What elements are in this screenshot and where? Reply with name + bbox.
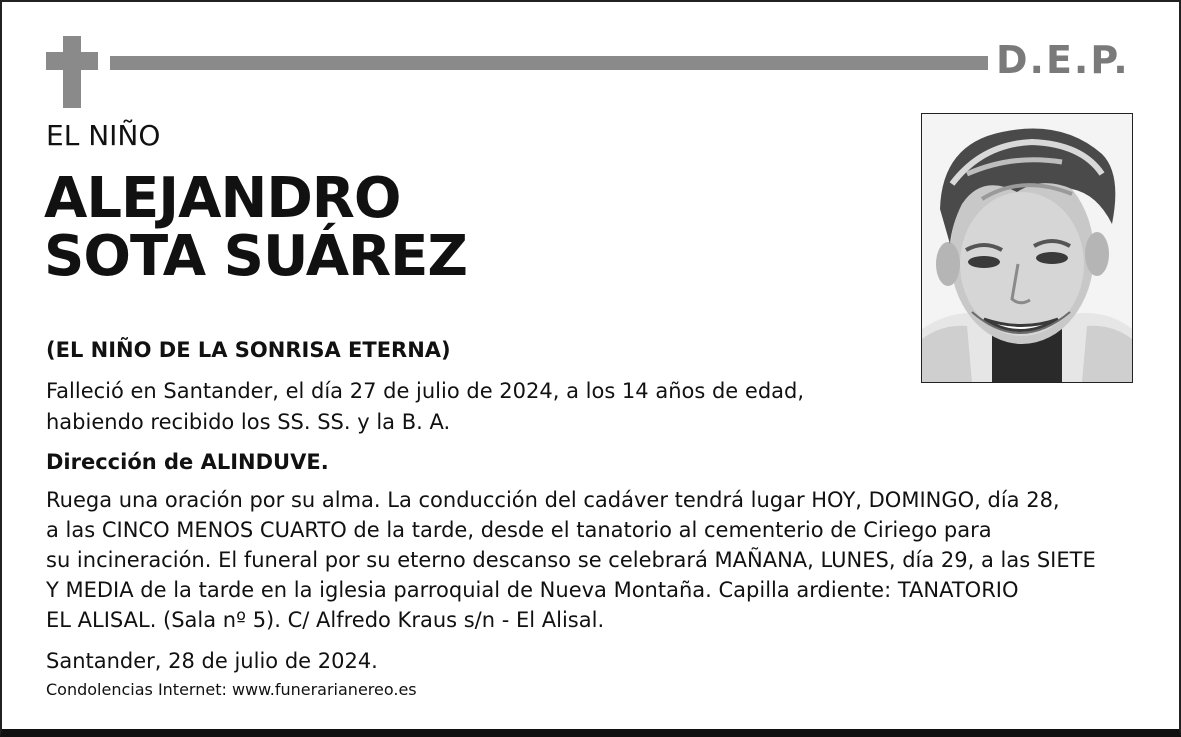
deceased-prefix: EL NIÑO <box>46 119 161 152</box>
cross-horizontal-bar <box>46 52 98 70</box>
condolences-line: Condolencias Internet: www.funerarianereo.es <box>46 680 417 699</box>
deceased-name-line1: ALEJANDRO <box>44 166 401 231</box>
direction-line: Dirección de ALINDUVE. <box>46 450 329 474</box>
ceremony-line: EL ALISAL. (Sala nº 5). C/ Alfredo Kraus s/n - El Alisal. <box>46 608 605 632</box>
portrait-photo <box>921 113 1133 383</box>
death-notice-line2: habiendo recibido los SS. SS. y la B. A. <box>46 410 451 434</box>
ceremony-line: Ruega una oración por su alma. La conducción del cadáver tendrá lugar HOY, DOMINGO, día 28, <box>46 488 1060 512</box>
death-notice-line1: Falleció en Santander, el día 27 de julio de 2024, a los 14 años de edad, <box>46 379 805 403</box>
cross-vertical-bar <box>63 36 81 108</box>
header-rule <box>110 56 988 70</box>
place-date: Santander, 28 de julio de 2024. <box>46 649 378 673</box>
deceased-name-line2: SOTA SUÁREZ <box>44 224 468 289</box>
deceased-nickname: (EL NIÑO DE LA SONRISA ETERNA) <box>46 338 451 362</box>
portrait-illustration <box>922 114 1132 382</box>
ceremony-line: a las CINCO MENOS CUARTO de la tarde, desde el tanatorio al cementerio de Ciriego para <box>46 518 992 542</box>
ceremony-line: Y MEDIA de la tarde en la iglesia parroquial de Nueva Montaña. Capilla ardiente: TANATORIO <box>46 578 1019 602</box>
dep-label: D.E.P. <box>996 38 1130 82</box>
ceremony-line: su incineración. El funeral por su eterno descanso se celebrará MAÑANA, LUNES, día 29, a las SIETE <box>46 548 1096 572</box>
